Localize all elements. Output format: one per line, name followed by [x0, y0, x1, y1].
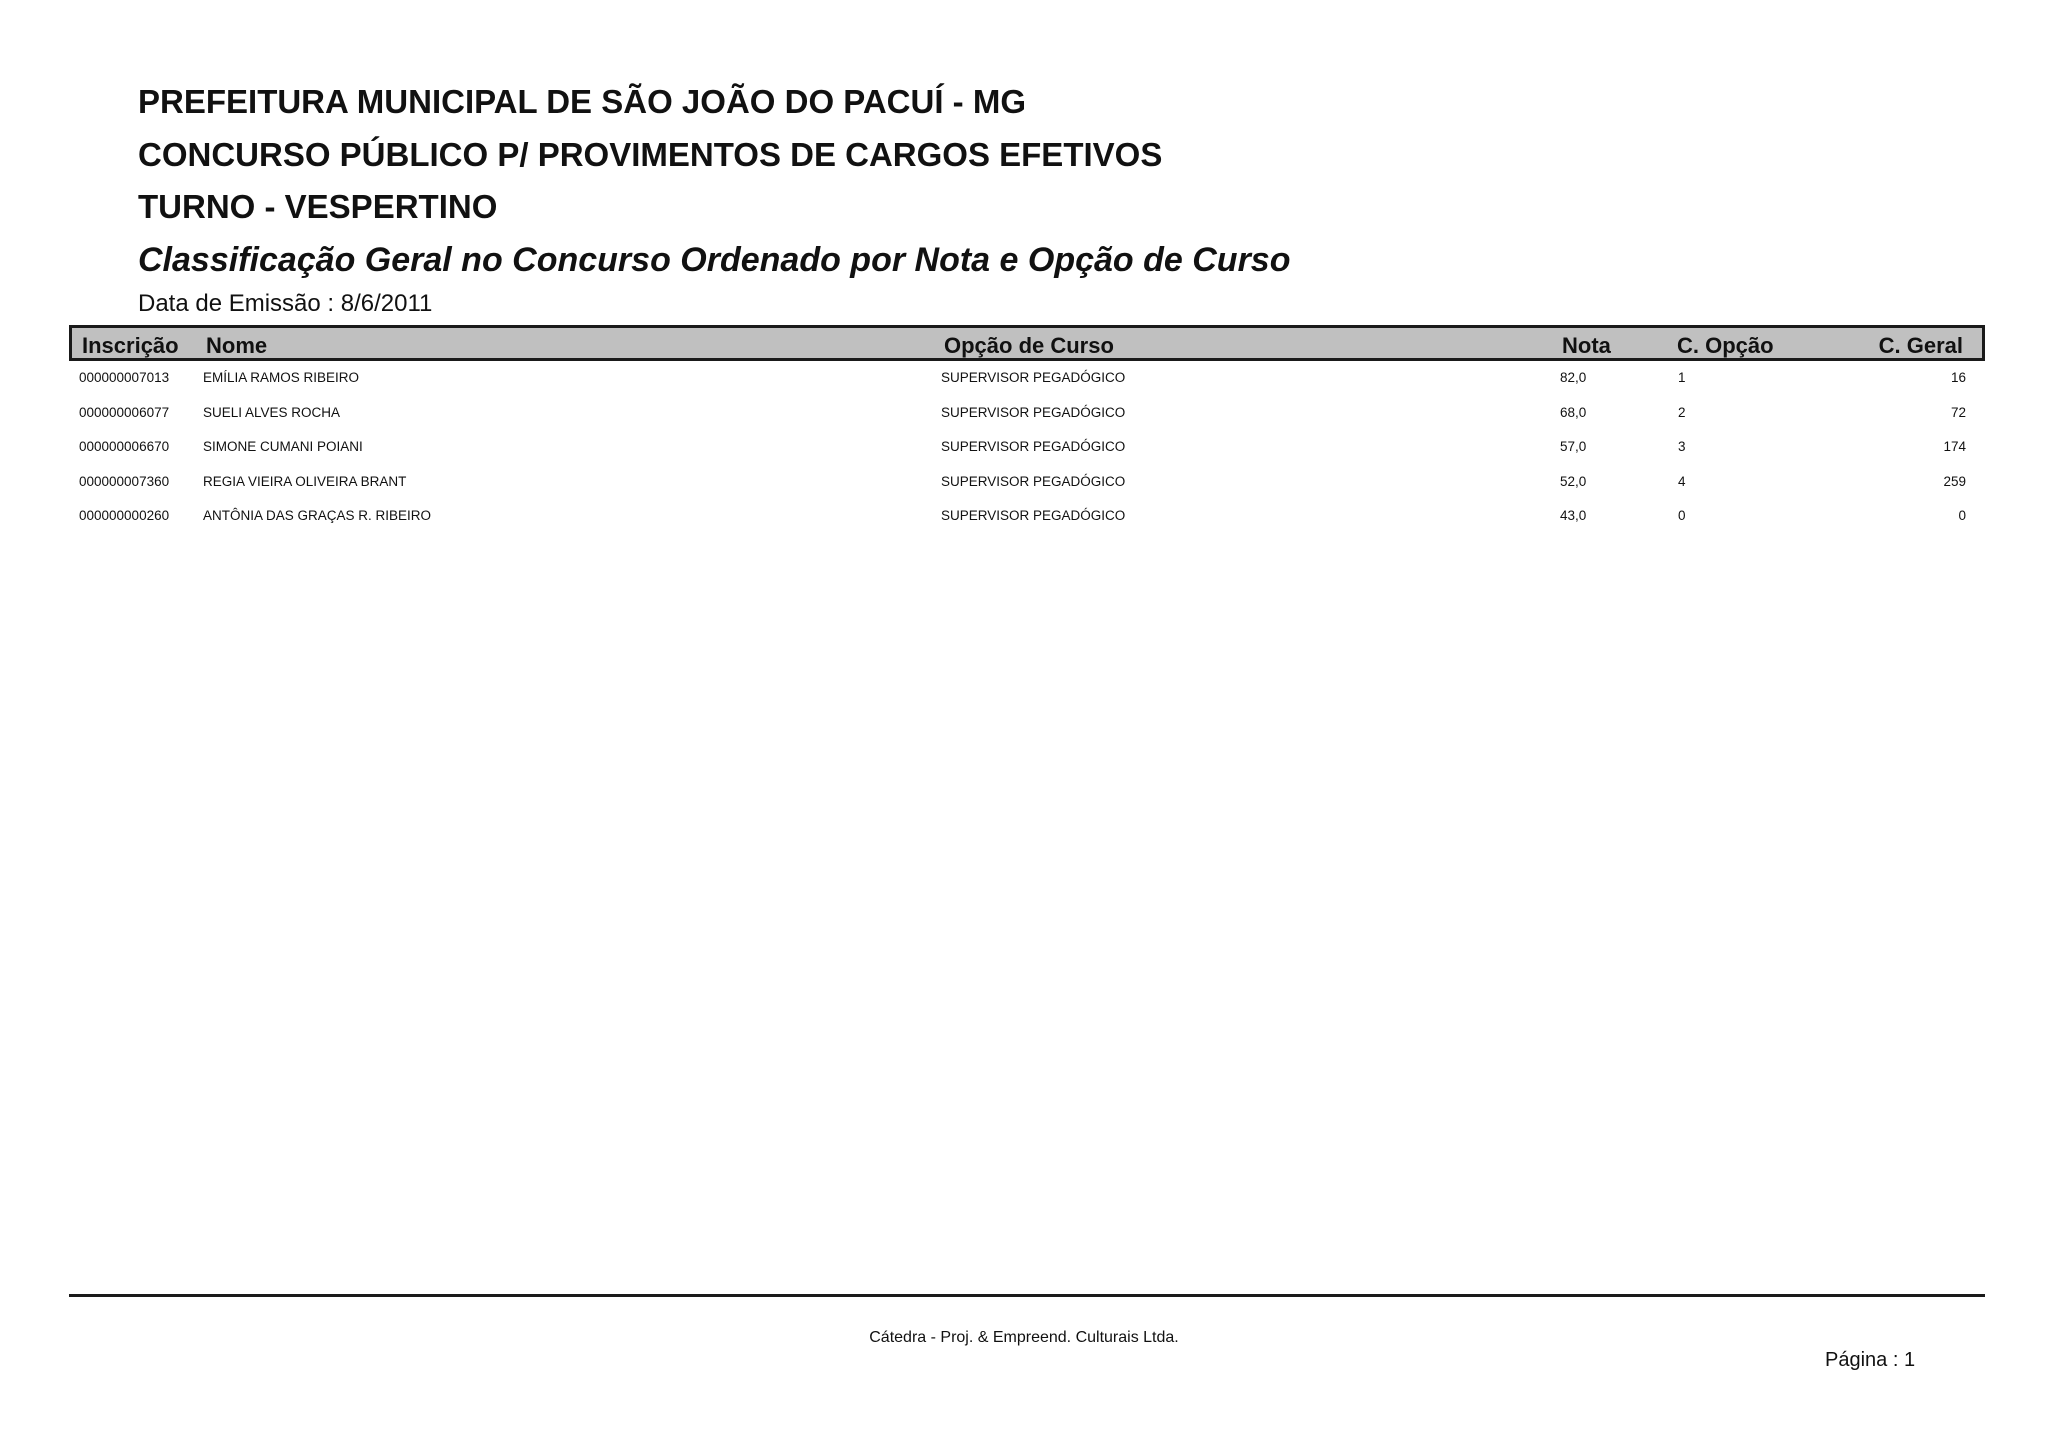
- cell-inscricao: 000000007360: [79, 473, 170, 489]
- column-header-c-opcao: C. Opção: [1677, 333, 1774, 358]
- cell-c-opcao: 4: [1678, 473, 1686, 489]
- header-line-2: CONCURSO PÚBLICO P/ PROVIMENTOS DE CARGOS EFETIVOS: [138, 136, 1163, 173]
- cell-nota: 43,0: [1560, 508, 1587, 524]
- cell-c-geral: 16: [1950, 370, 1966, 385]
- cell-c-opcao: 1: [1678, 370, 1686, 385]
- results-table: [69, 325, 1985, 534]
- cell-opcao-curso: SUPERVISOR PEGADÓGICO: [941, 404, 1126, 420]
- cell-nome: EMÍLIA RAMOS RIBEIRO: [203, 370, 360, 385]
- cell-opcao-curso: SUPERVISOR PEGADÓGICO: [941, 439, 1126, 455]
- cell-inscricao: 000000000260: [79, 508, 170, 524]
- column-header-nome: Nome: [206, 333, 268, 358]
- cell-inscricao: 000000006077: [79, 404, 170, 420]
- cell-nota: 68,0: [1560, 404, 1587, 420]
- cell-c-geral: 174: [1943, 439, 1966, 455]
- cell-c-opcao: 0: [1678, 508, 1686, 524]
- column-header-opcao-curso: Opção de Curso: [944, 333, 1114, 358]
- column-header-nota: Nota: [1562, 333, 1611, 358]
- table-row: [69, 430, 1985, 465]
- header-line-3: TURNO - VESPERTINO: [138, 188, 498, 225]
- table-row: [69, 361, 1985, 396]
- table-row: [69, 465, 1985, 500]
- cell-c-geral: 72: [1950, 404, 1966, 420]
- table-header: [69, 325, 1985, 361]
- cell-nota: 52,0: [1560, 473, 1587, 489]
- table-row: [69, 396, 1985, 431]
- cell-inscricao: 000000007013: [79, 370, 170, 385]
- footer-divider: [69, 1294, 1985, 1297]
- column-header-inscricao: Inscrição: [82, 333, 179, 358]
- table-row: [69, 499, 1985, 534]
- cell-nome: ANTÔNIA DAS GRAÇAS R. RIBEIRO: [203, 508, 432, 524]
- cell-c-geral: 259: [1943, 473, 1966, 489]
- header-line-1: PREFEITURA MUNICIPAL DE SÃO JOÃO DO PACUÍ - MG: [138, 83, 1026, 120]
- cell-opcao-curso: SUPERVISOR PEGADÓGICO: [941, 473, 1126, 489]
- cell-nota: 82,0: [1560, 370, 1587, 385]
- page-number: Página : 1: [1825, 1349, 1916, 1371]
- cell-c-opcao: 2: [1678, 404, 1686, 420]
- cell-nome: SIMONE CUMANI POIANI: [203, 439, 363, 455]
- cell-opcao-curso: SUPERVISOR PEGADÓGICO: [941, 370, 1126, 385]
- cell-opcao-curso: SUPERVISOR PEGADÓGICO: [941, 508, 1126, 524]
- cell-nome: SUELI ALVES ROCHA: [203, 404, 341, 420]
- cell-c-opcao: 3: [1678, 439, 1686, 455]
- cell-c-geral: 0: [1958, 508, 1966, 524]
- emission-date: Data de Emissão : 8/6/2011: [138, 290, 433, 317]
- cell-nome: REGIA VIEIRA OLIVEIRA BRANT: [203, 473, 407, 489]
- report-subtitle: Classificação Geral no Concurso Ordenado por Nota e Opção de Curso: [138, 241, 1291, 279]
- column-header-c-geral: C. Geral: [1878, 333, 1963, 358]
- cell-nota: 57,0: [1560, 439, 1587, 455]
- cell-inscricao: 000000006670: [79, 439, 170, 455]
- footer-company: Cátedra - Proj. & Empreend. Culturais Ltda.: [869, 1329, 1179, 1346]
